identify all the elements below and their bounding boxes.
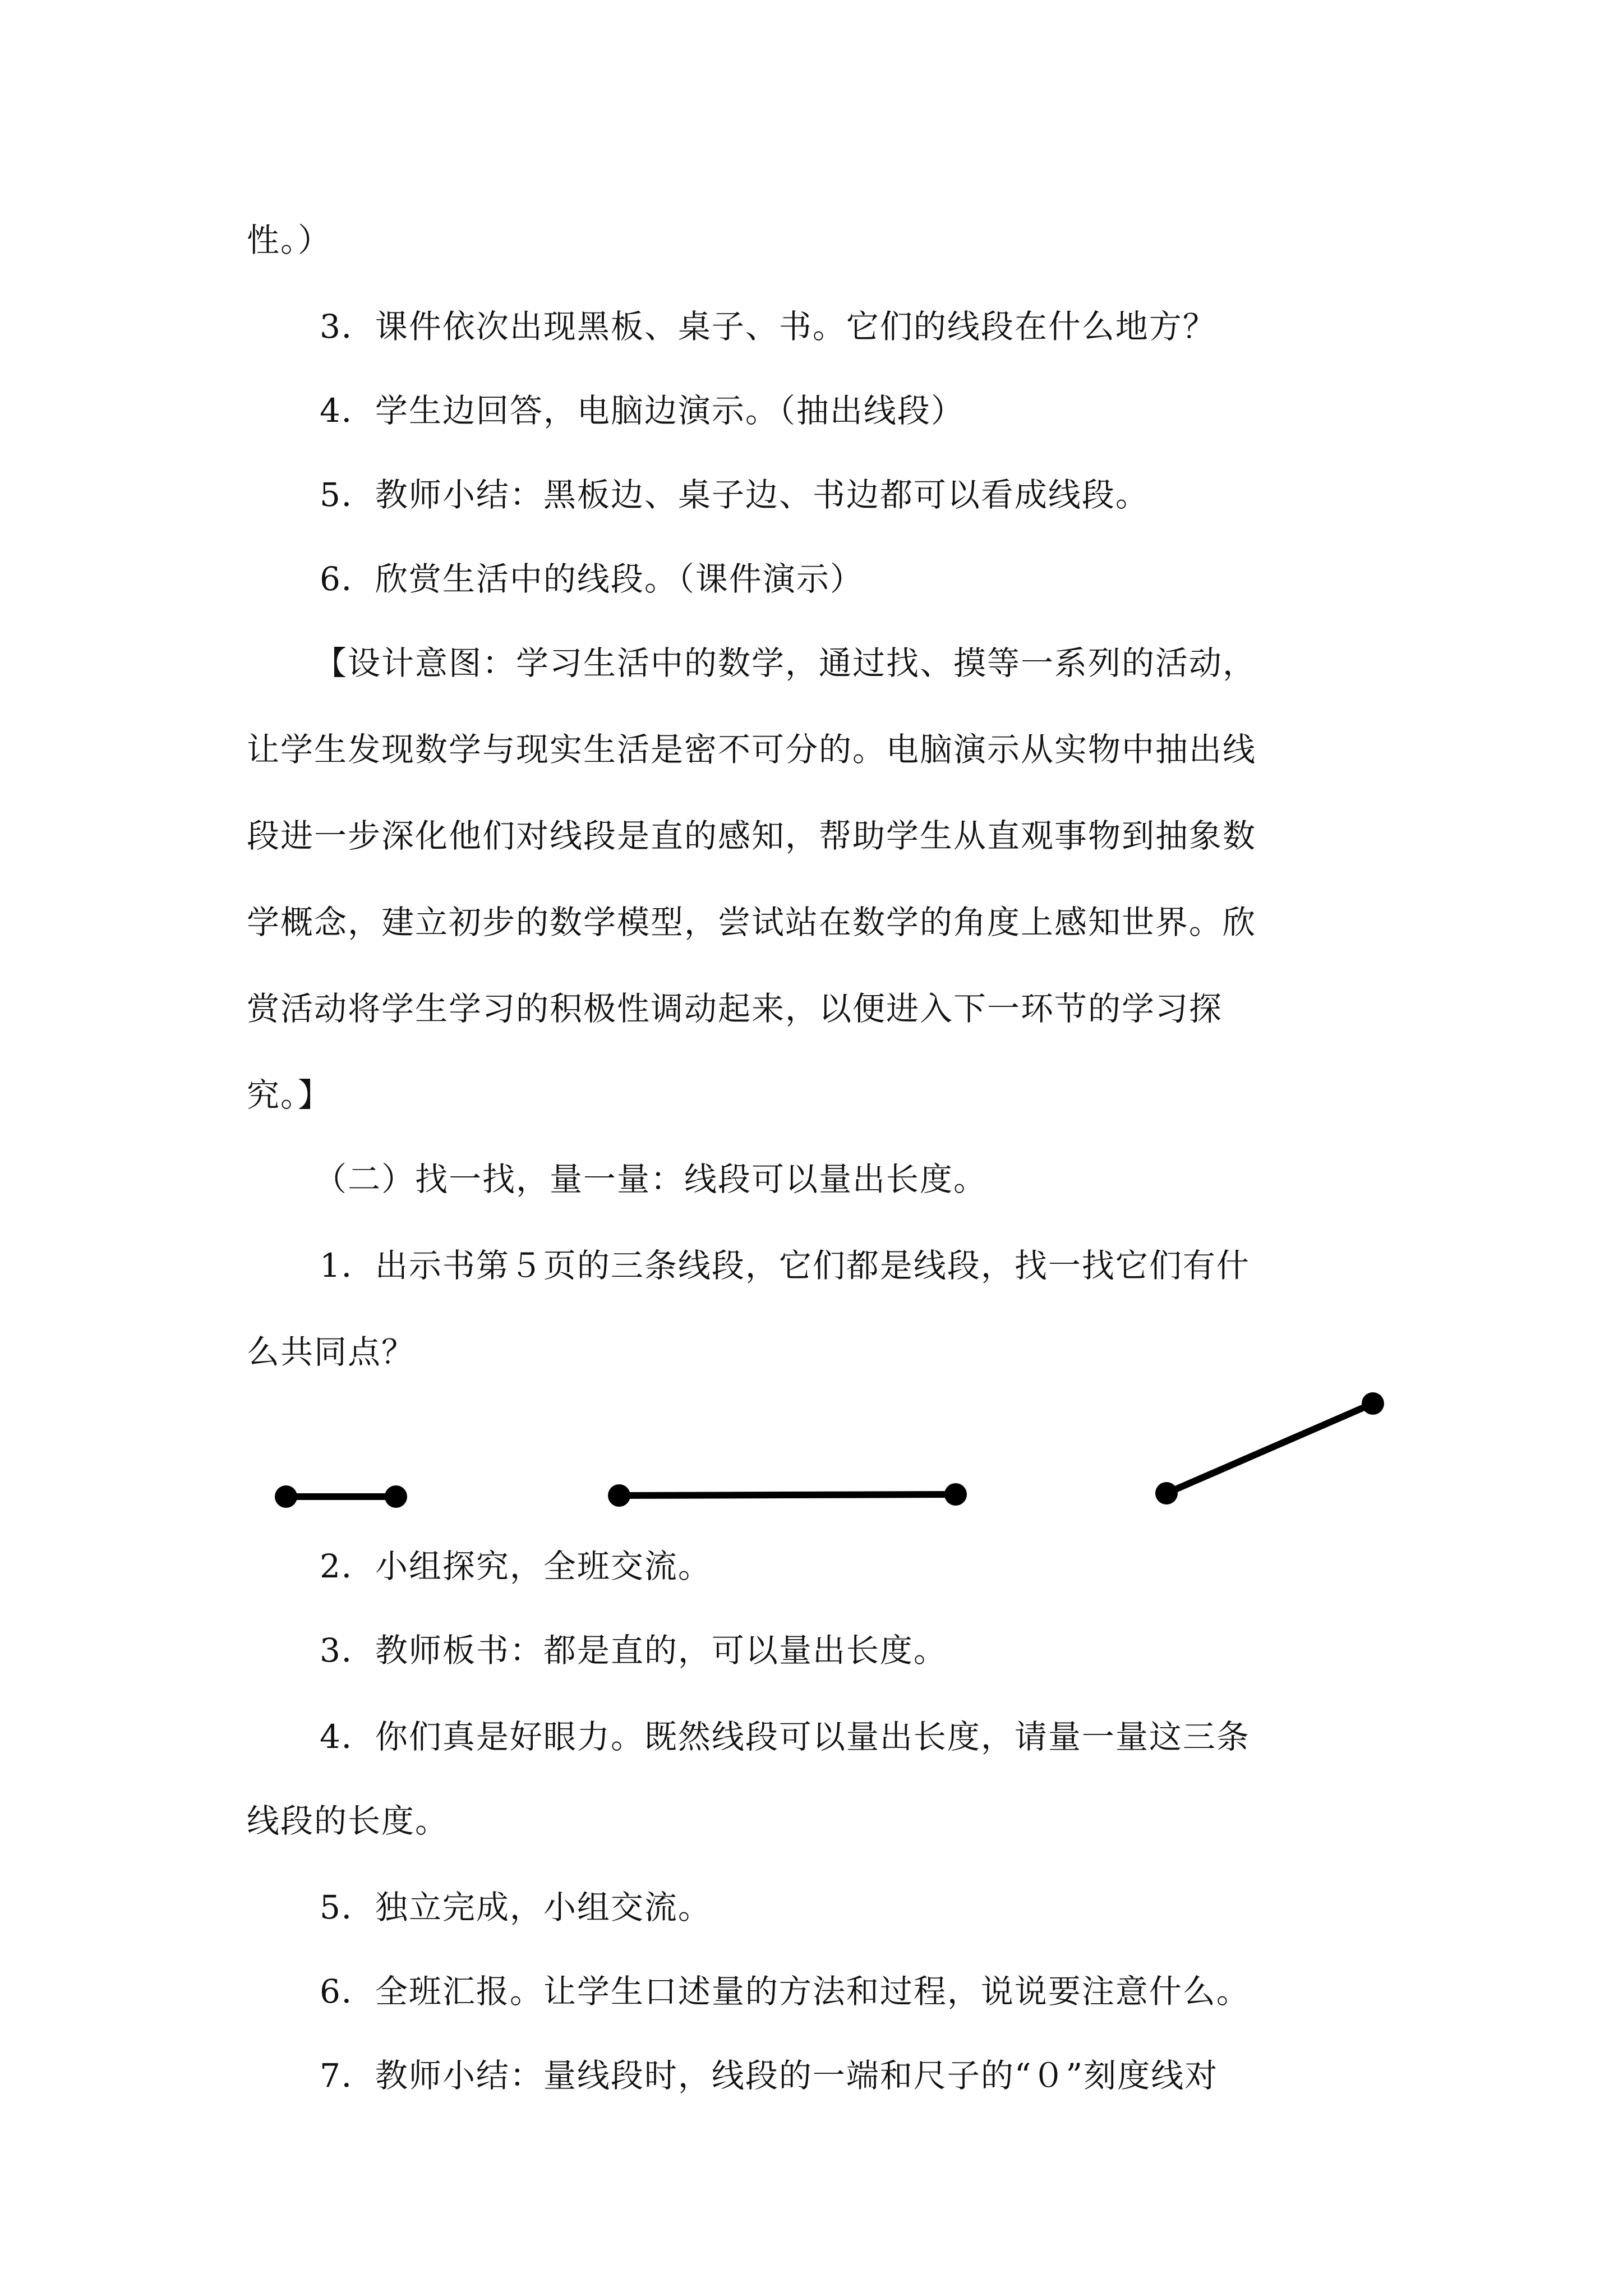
design-intent-line-1: 【设计意图：学习生活中的数学，通过找、摸等一系列的活动，	[314, 644, 1257, 682]
design-intent-line-3: 段进一步深化他们对线段是直的感知，帮助学生从直观事物到抽象数	[247, 817, 1257, 855]
line-segments-figure	[247, 1386, 1413, 1531]
list-item-4: 4．学生边回答，电脑边演示。（抽出线段）	[320, 392, 965, 430]
list-item-6: 6．欣赏生活中的线段。（课件演示）	[320, 560, 864, 598]
segment-slanted	[1155, 1392, 1384, 1504]
list-item-2: 2．小组探究，全班交流。	[320, 1547, 712, 1585]
list-item-4b-line-2: 线段的长度。	[247, 1802, 449, 1840]
paragraph-continuation: 性。）	[247, 221, 332, 259]
segment-short	[275, 1485, 407, 1508]
section-heading: （二）找一找，量一量：线段可以量出长度。	[314, 1160, 988, 1198]
list-item-7: 7．教师小结：量线段时，线段的一端和尺子的“０”刻度线对	[320, 2056, 1219, 2095]
list-item-3: 3．课件依次出现黑板、桌子、书。它们的线段在什么地方？	[320, 307, 1216, 346]
list-item-4b-line-1: 4．你们真是好眼力。既然线段可以量出长度，请量一量这三条	[320, 1718, 1250, 1756]
list-item-3b: 3．教师板书：都是直的，可以量出长度。	[320, 1631, 947, 1669]
list-item-1-line-2: 么共同点？	[247, 1333, 416, 1371]
segment-long	[608, 1483, 967, 1507]
list-item-1-line-1: 1．出示书第５页的三条线段，它们都是线段，找一找它们有什	[320, 1246, 1250, 1285]
list-item-5b: 5．独立完成，小组交流。	[320, 1888, 712, 1926]
list-item-5: 5．教师小结：黑板边、桌子边、书边都可以看成线段。	[320, 476, 1149, 514]
design-intent-line-5: 赏活动将学生学习的积极性调动起来，以便进入下一环节的学习探	[247, 990, 1223, 1028]
design-intent-line-2: 让学生发现数学与现实生活是密不可分的。电脑演示从实物中抽出线	[247, 730, 1257, 769]
design-intent-line-6: 究。】	[247, 1076, 332, 1114]
design-intent-line-4: 学概念，建立初步的数学模型，尝试站在数学的角度上感知世界。欣	[247, 903, 1257, 941]
list-item-6b: 6．全班汇报。让学生口述量的方法和过程，说说要注意什么。	[320, 1972, 1250, 2010]
